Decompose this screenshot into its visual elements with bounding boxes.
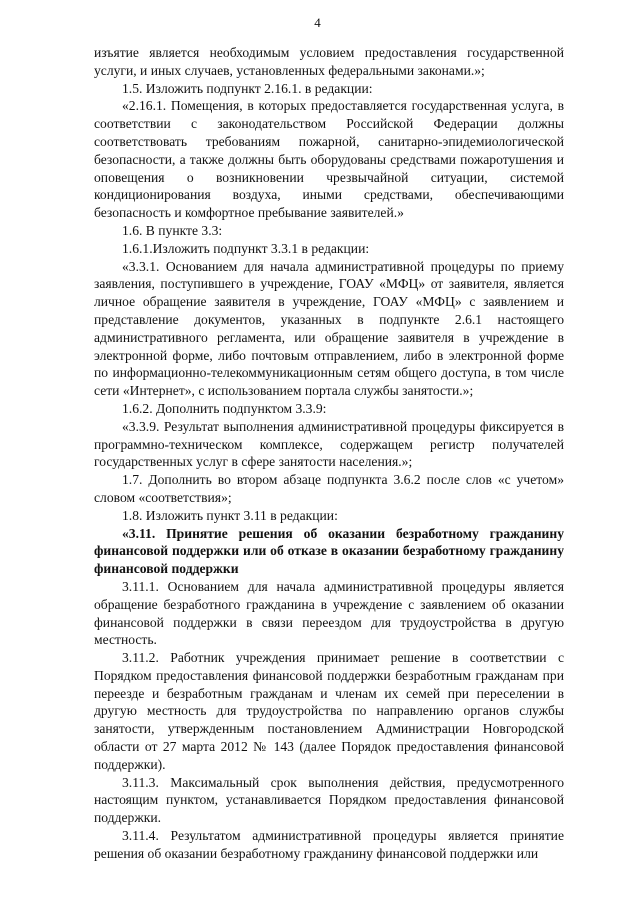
paragraph: 3.11.3. Максимальный срок выполнения действия, предусмотренного настоящим пунктом, устанавливается Порядком предоставления финансовой поддержки. bbox=[94, 774, 564, 826]
paragraph: 1.6.1.Изложить подпункт 3.3.1 в редакции: bbox=[122, 240, 370, 256]
paragraph: 1.5. Изложить подпункт 2.16.1. в редакции: bbox=[122, 80, 373, 96]
paragraph: изъятие является необходимым условием предоставления государственной услуги, и иных случаев, установленных федеральными законами.»; bbox=[94, 45, 564, 78]
paragraph: 3.11.1. Основанием для начала административной процедуры является обращение безработного гражданина в учреждение с заявлением об оказании финансовой поддержки в связи переездом для трудоустройства в другую местность. bbox=[94, 578, 564, 648]
paragraph: «3.11. Принятие решения об оказании безработному гражданину финансовой поддержки или об отказе в оказании безработному гражданину финансовой поддержки bbox=[94, 525, 564, 577]
paragraph: 3.11.4. Результатом административной процедуры является принятие решения об оказании безработному гражданину финансовой поддержки или bbox=[94, 828, 564, 861]
paragraph: «2.16.1. Помещения, в которых предоставляется государственная услуга, в соответствии с законодательством Российской Федерации должны соответствовать требованиям пожарной, санитарно-эпидемиологической безопасности, а также должны быть оборудованы средствами пожаротушения и оповещения о возникновении чрезвычайной ситуации, системой кондиционирования воздуха, иными средствами, обеспечивающими безопасность и комфортное пребывание заявителей.» bbox=[94, 98, 564, 221]
paragraph: 1.6. В пункте 3.3: bbox=[122, 222, 223, 238]
paragraph: 1.8. Изложить пункт 3.11 в редакции: bbox=[122, 507, 338, 523]
paragraph: «3.3.9. Результат выполнения административной процедуры фиксируется в программно-техническом комплексе, содержащем регистр получателей государственных услуг в сфере занятости населения.»; bbox=[94, 418, 564, 470]
paragraph: 1.7. Дополнить во втором абзаце подпункта 3.6.2 после слов «с учетом» словом «соответствия»; bbox=[94, 472, 564, 505]
paragraph: 1.6.2. Дополнить подпунктом 3.3.9: bbox=[122, 400, 327, 416]
document-body bbox=[94, 44, 564, 863]
paragraph: «3.3.1. Основанием для начала административной процедуры по приему заявления, поступившего в учреждение, ГОАУ «МФЦ» от заявителя, является личное обращение заявителя в учреждение, ГОАУ «МФЦ» с заявлением и представление документов, указанных в подпункте 2.6.1 настоящего административного регламента, или обращение заявителя в учреждение в электронной форме, либо почтовым отправлением, либо в электронной форме по информационно-телекоммуникационным сетям общего доступа, в том числе сети «Интернет», с использованием портала службы занятости.»; bbox=[94, 258, 564, 399]
page-number: 4 bbox=[314, 15, 321, 30]
paragraph: 3.11.2. Работник учреждения принимает решение в соответствии с Порядком предоставления финансовой поддержки безработным гражданам при переезде и безработным гражданам и членам их семей при переселении в другую местность для трудоустройства по направлению органов службы занятости, утвержденным постановлением Администрации Новгородской области от 27 марта 2012 № 143 (далее Порядок предоставления финансовой поддержки). bbox=[94, 650, 564, 772]
